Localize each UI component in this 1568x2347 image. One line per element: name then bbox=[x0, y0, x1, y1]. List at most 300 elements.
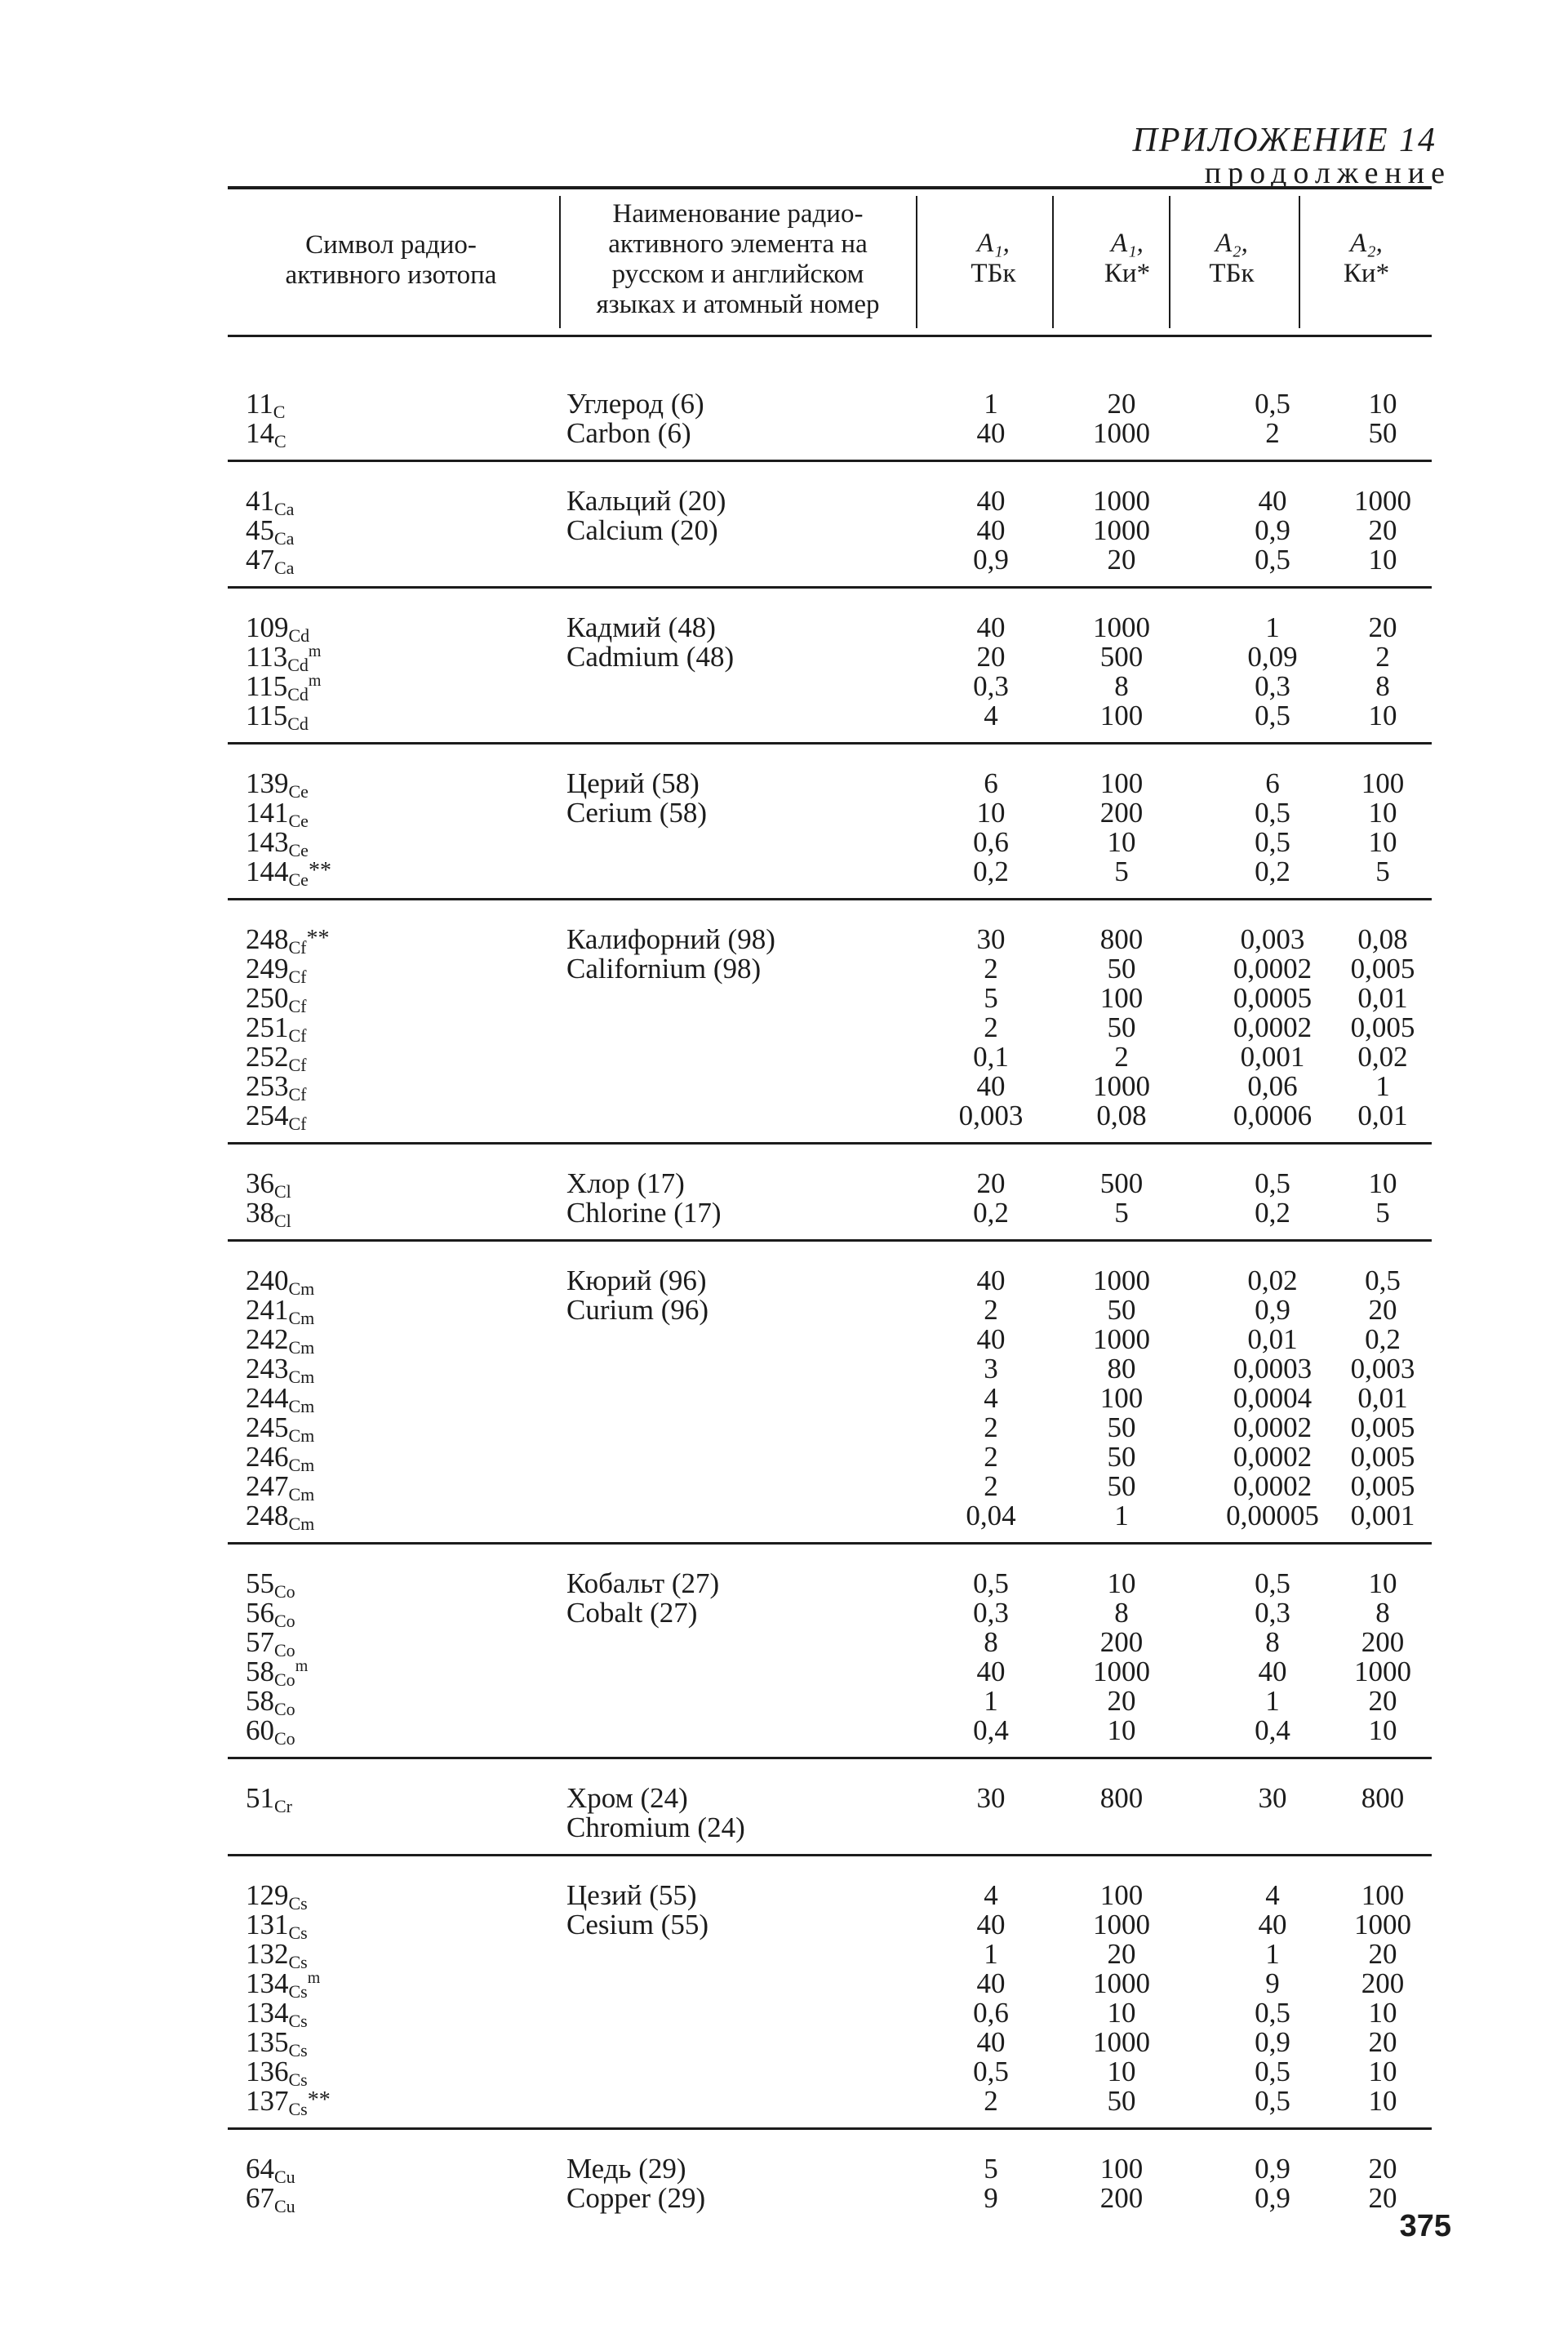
mass-number: 254 bbox=[246, 1100, 289, 1131]
table-row bbox=[228, 1813, 1432, 1842]
a1-ci-value: 1000 bbox=[1093, 1909, 1150, 1940]
a2-tbq-value: 30 bbox=[1258, 1782, 1287, 1814]
a2-tbq-value: 0,4 bbox=[1255, 1714, 1290, 1746]
element-symbol: Ce bbox=[288, 781, 309, 802]
a2-tbq-value: 0,0005 bbox=[1233, 982, 1313, 1014]
a1-ci-value: 100 bbox=[1099, 1382, 1144, 1414]
a1-ci-value: 1000 bbox=[1093, 1265, 1150, 1296]
a1-tbq-value: 0,2 bbox=[973, 856, 1009, 887]
a1-tbq-value: 0,3 bbox=[973, 1597, 1009, 1629]
a1-tbq-value: 5 bbox=[984, 982, 998, 1014]
table-row bbox=[228, 1323, 1432, 1358]
table-header: Символ радио- активного изотопа Наименование радио- активного элемента на русском и английском языках и атомный номер A₁, ТБк A₁, Ки* A₂, ТБк A₂, Ки* bbox=[228, 186, 1432, 337]
element-symbol: Cs bbox=[288, 2069, 308, 2090]
element-name-en: Curium (96) bbox=[566, 1294, 709, 1326]
element-group bbox=[228, 1856, 1432, 2130]
a2-ci-value: 10 bbox=[1368, 388, 1397, 420]
a1-ci-value: 200 bbox=[1099, 1626, 1144, 1658]
a2-tbq-value: 0,0002 bbox=[1233, 953, 1313, 985]
a1-tbq-value: 3 bbox=[984, 1353, 998, 1385]
mass-number: 11 bbox=[246, 388, 273, 420]
isotope-symbol bbox=[246, 1198, 291, 1231]
mass-number: 57 bbox=[246, 1626, 274, 1658]
mass-number: 249 bbox=[246, 953, 289, 985]
isotope-symbol bbox=[246, 1716, 295, 1749]
table-row bbox=[228, 2026, 1432, 2060]
mass-number: 248 bbox=[246, 923, 289, 955]
table-row bbox=[228, 544, 1432, 578]
a2-tbq-value: 0,5 bbox=[1255, 1997, 1290, 2029]
a2-ci-value: 1000 bbox=[1354, 485, 1411, 517]
element-name-ru: Кобальт (27) bbox=[566, 1567, 720, 1599]
a1-ci-value: 800 bbox=[1099, 1782, 1144, 1814]
a1-ci-value: 1000 bbox=[1093, 1656, 1150, 1687]
mass-number: 136 bbox=[246, 2056, 289, 2087]
table-row bbox=[228, 1782, 1432, 1816]
element-symbol: Cf bbox=[288, 1025, 307, 1046]
a1-ci-value: 100 bbox=[1099, 700, 1144, 731]
a1-ci-value: 50 bbox=[1107, 953, 1136, 985]
a1-ci-value: 5 bbox=[1114, 1197, 1129, 1229]
a1-ci-value: 20 bbox=[1107, 544, 1136, 576]
a2-ci-value: 10 bbox=[1368, 1714, 1397, 1746]
table-row bbox=[228, 1382, 1432, 1416]
a2-tbq-value: 0,3 bbox=[1255, 670, 1290, 702]
a1-tbq-value: 4 bbox=[984, 1879, 998, 1911]
a1-ci-value: 50 bbox=[1107, 1441, 1136, 1473]
a1-ci-value: 1000 bbox=[1093, 611, 1150, 643]
element-symbol: Cm bbox=[288, 1514, 315, 1534]
a2-ci-value: 5 bbox=[1375, 1197, 1390, 1229]
element-symbol: Cd bbox=[287, 684, 309, 705]
table-row bbox=[228, 2153, 1432, 2187]
a2-tbq-value: 0,003 bbox=[1240, 923, 1305, 955]
a2-ci-value: 50 bbox=[1368, 417, 1397, 449]
a1-tbq-value: 0,5 bbox=[973, 1567, 1009, 1599]
element-group bbox=[228, 1545, 1432, 1759]
a1-tbq-value: 2 bbox=[984, 1294, 998, 1326]
mass-number: 137 bbox=[246, 2085, 289, 2117]
mass-number: 64 bbox=[246, 2153, 274, 2185]
a2-tbq-value: 0,5 bbox=[1255, 388, 1290, 420]
a1-ci-value: 80 bbox=[1107, 1353, 1136, 1385]
a2-ci-value: 1000 bbox=[1354, 1656, 1411, 1687]
a2-ci-value: 0,5 bbox=[1365, 1265, 1401, 1296]
a1-tbq-value: 0,2 bbox=[973, 1197, 1009, 1229]
element-name-ru: Углерод (6) bbox=[566, 388, 704, 420]
a1-tbq-value: 0,6 bbox=[973, 1997, 1009, 2029]
table-row bbox=[228, 1441, 1432, 1475]
a2-tbq-value: 0,5 bbox=[1255, 1567, 1290, 1599]
mass-number: 253 bbox=[246, 1070, 289, 1102]
mass-number: 51 bbox=[246, 1782, 274, 1814]
a1-ci-value: 50 bbox=[1107, 1470, 1136, 1502]
a2-tbq-value: 0,9 bbox=[1255, 1294, 1290, 1326]
table-body bbox=[228, 365, 1432, 2225]
isotope-symbol bbox=[246, 2087, 331, 2119]
a2-tbq-value: 8 bbox=[1265, 1626, 1280, 1658]
table-row bbox=[228, 1294, 1432, 1328]
table-row bbox=[228, 982, 1432, 1016]
a2-ci-value: 10 bbox=[1368, 1997, 1397, 2029]
a2-ci-value: 8 bbox=[1375, 670, 1390, 702]
a1-ci-value: 1 bbox=[1114, 1500, 1129, 1531]
element-symbol: Co bbox=[274, 1699, 295, 1719]
a1-tbq-value: 40 bbox=[976, 2026, 1006, 2058]
element-symbol: Cm bbox=[288, 1367, 315, 1387]
header-divider bbox=[1299, 196, 1300, 328]
a1-tbq-value: 1 bbox=[984, 388, 998, 420]
a1-ci-value: 50 bbox=[1107, 1011, 1136, 1043]
a2-ci-value: 10 bbox=[1368, 2056, 1397, 2087]
a1-ci-value: 5 bbox=[1114, 856, 1129, 887]
element-name-en: Californium (98) bbox=[566, 953, 762, 985]
a2-ci-value: 0,08 bbox=[1357, 923, 1408, 955]
element-symbol: Cf bbox=[288, 937, 307, 958]
element-group bbox=[228, 1759, 1432, 1856]
a2-ci-value: 0,005 bbox=[1350, 953, 1415, 985]
element-symbol: Cr bbox=[274, 1796, 292, 1816]
a2-tbq-value: 40 bbox=[1258, 1909, 1287, 1940]
element-name-en: Calcium (20) bbox=[566, 514, 718, 546]
a2-ci-value: 0,005 bbox=[1350, 1470, 1415, 1502]
a2-tbq-value: 0,06 bbox=[1247, 1070, 1298, 1102]
mass-number: 113 bbox=[246, 641, 288, 673]
a2-tbq-value: 0,3 bbox=[1255, 1597, 1290, 1629]
a2-ci-value: 0,01 bbox=[1357, 1382, 1408, 1414]
mass-number: 252 bbox=[246, 1041, 289, 1073]
isotope-symbol bbox=[246, 545, 294, 578]
element-name-en: Carbon (6) bbox=[566, 417, 691, 449]
table-row bbox=[228, 700, 1432, 734]
element-symbol: Cm bbox=[288, 1455, 315, 1475]
element-name-en: Cobalt (27) bbox=[566, 1597, 698, 1629]
a2-ci-value: 10 bbox=[1368, 1167, 1397, 1199]
mass-number: 240 bbox=[246, 1265, 289, 1296]
element-group bbox=[228, 462, 1432, 589]
element-name-ru: Цезий (55) bbox=[566, 1879, 697, 1911]
element-group bbox=[228, 900, 1432, 1145]
mass-number: 132 bbox=[246, 1938, 289, 1970]
a1-tbq-value: 0,6 bbox=[973, 826, 1009, 858]
a1-ci-value: 10 bbox=[1107, 1714, 1136, 1746]
a1-tbq-value: 10 bbox=[976, 797, 1006, 829]
element-symbol: Cm bbox=[288, 1308, 315, 1328]
mass-number: 41 bbox=[246, 485, 274, 517]
isotope-symbol bbox=[246, 701, 309, 734]
a2-tbq-value: 0,5 bbox=[1255, 2056, 1290, 2087]
a1-ci-value: 800 bbox=[1099, 923, 1144, 955]
a1-tbq-value: 40 bbox=[976, 611, 1006, 643]
element-symbol: Cs bbox=[288, 1952, 308, 1972]
mass-number: 135 bbox=[246, 2026, 289, 2058]
table-row bbox=[228, 953, 1432, 987]
a2-tbq-value: 0,9 bbox=[1255, 2153, 1290, 2185]
a1-tbq-value: 2 bbox=[984, 953, 998, 985]
a2-tbq-value: 6 bbox=[1265, 767, 1280, 799]
element-name-ru: Медь (29) bbox=[566, 2153, 686, 2185]
a2-tbq-value: 0,5 bbox=[1255, 544, 1290, 576]
mass-number: 141 bbox=[246, 797, 289, 829]
a2-tbq-value: 1 bbox=[1265, 611, 1280, 643]
a2-ci-value: 200 bbox=[1361, 1967, 1405, 1999]
element-symbol: Cs bbox=[288, 1922, 308, 1943]
a2-ci-value: 0,001 bbox=[1350, 1500, 1415, 1531]
mass-number: 109 bbox=[246, 611, 289, 643]
a2-ci-value: 20 bbox=[1368, 1685, 1397, 1717]
element-name-en: Cadmium (48) bbox=[566, 641, 735, 673]
mass-number: 143 bbox=[246, 826, 289, 858]
a2-tbq-value: 0,2 bbox=[1255, 856, 1290, 887]
page-number: 375 bbox=[1399, 2209, 1451, 2243]
mass-number: 58 bbox=[246, 1656, 274, 1687]
element-group bbox=[228, 1145, 1432, 1242]
mass-number: 134 bbox=[246, 1997, 289, 2029]
table-row bbox=[228, 611, 1432, 646]
element-symbol: Cs bbox=[288, 1893, 308, 1914]
a2-ci-value: 0,005 bbox=[1350, 1441, 1415, 1473]
element-group bbox=[228, 2130, 1432, 2225]
a1-tbq-value: 4 bbox=[984, 700, 998, 731]
a1-ci-value: 50 bbox=[1107, 2085, 1136, 2117]
element-symbol: Cs bbox=[288, 2011, 308, 2031]
a2-tbq-value: 0,00005 bbox=[1226, 1500, 1319, 1531]
a1-tbq-value: 8 bbox=[984, 1626, 998, 1658]
element-group bbox=[228, 1242, 1432, 1545]
table-row bbox=[228, 767, 1432, 802]
table-row bbox=[228, 641, 1432, 675]
a2-tbq-value: 0,9 bbox=[1255, 2026, 1290, 2058]
element-group bbox=[228, 589, 1432, 745]
element-symbol: Co bbox=[274, 1581, 295, 1602]
a1-tbq-value: 0,4 bbox=[973, 1714, 1009, 1746]
table-row bbox=[228, 1997, 1432, 2031]
footnote-mark: ** bbox=[307, 2087, 331, 2113]
a1-ci-value: 8 bbox=[1114, 1597, 1129, 1629]
appendix-title: ПРИЛОЖЕНИЕ 14 bbox=[1132, 122, 1437, 159]
a1-tbq-value: 0,5 bbox=[973, 2056, 1009, 2087]
mass-number: 38 bbox=[246, 1197, 274, 1229]
table-row bbox=[228, 1011, 1432, 1046]
element-symbol: Cl bbox=[274, 1211, 291, 1231]
table-row bbox=[228, 1879, 1432, 1914]
a2-tbq-value: 0,02 bbox=[1247, 1265, 1298, 1296]
table-row bbox=[228, 1967, 1432, 2002]
a2-ci-value: 20 bbox=[1368, 514, 1397, 546]
element-name-ru: Церий (58) bbox=[566, 767, 700, 799]
table-row bbox=[228, 388, 1432, 422]
a1-tbq-value: 2 bbox=[984, 1441, 998, 1473]
a2-ci-value: 0,005 bbox=[1350, 1411, 1415, 1443]
mass-number: 56 bbox=[246, 1597, 274, 1629]
a1-ci-value: 50 bbox=[1107, 1294, 1136, 1326]
a1-ci-value: 1000 bbox=[1093, 1323, 1150, 1355]
mass-number: 247 bbox=[246, 1470, 289, 1502]
table-row bbox=[228, 1938, 1432, 1972]
a1-tbq-value: 40 bbox=[976, 485, 1006, 517]
a2-ci-value: 10 bbox=[1368, 797, 1397, 829]
a2-tbq-value: 0,09 bbox=[1247, 641, 1298, 673]
a2-tbq-value: 1 bbox=[1265, 1685, 1280, 1717]
a2-ci-value: 100 bbox=[1361, 1879, 1405, 1911]
element-name-en: Cerium (58) bbox=[566, 797, 708, 829]
a1-tbq-value: 40 bbox=[976, 1265, 1006, 1296]
element-symbol: Cl bbox=[274, 1181, 291, 1202]
a1-tbq-value: 2 bbox=[984, 1411, 998, 1443]
table-row bbox=[228, 1685, 1432, 1719]
table-row bbox=[228, 856, 1432, 890]
a2-ci-value: 20 bbox=[1368, 1938, 1397, 1970]
element-name-ru: Хром (24) bbox=[566, 1782, 688, 1814]
a1-ci-value: 500 bbox=[1099, 1167, 1144, 1199]
mass-number: 67 bbox=[246, 2182, 274, 2214]
mass-number: 246 bbox=[246, 1441, 289, 1473]
a1-tbq-value: 40 bbox=[976, 1909, 1006, 1940]
a1-tbq-value: 1 bbox=[984, 1685, 998, 1717]
a1-tbq-value: 40 bbox=[976, 1323, 1006, 1355]
element-symbol: C bbox=[273, 402, 286, 422]
a2-ci-value: 20 bbox=[1368, 1294, 1397, 1326]
a1-ci-value: 200 bbox=[1099, 2182, 1144, 2214]
a2-tbq-value: 0,0002 bbox=[1233, 1470, 1313, 1502]
metastable-mark: m bbox=[295, 1657, 309, 1675]
mass-number: 242 bbox=[246, 1323, 289, 1355]
element-symbol: Co bbox=[274, 1640, 295, 1660]
a1-tbq-value: 0,04 bbox=[966, 1500, 1016, 1531]
a1-tbq-value: 2 bbox=[984, 1011, 998, 1043]
a2-tbq-value: 0,001 bbox=[1240, 1041, 1305, 1073]
a2-tbq-value: 0,01 bbox=[1247, 1323, 1298, 1355]
a1-tbq-value: 5 bbox=[984, 2153, 998, 2185]
a2-ci-value: 1000 bbox=[1354, 1909, 1411, 1940]
isotope-symbol bbox=[246, 1784, 292, 1816]
a2-ci-value: 1 bbox=[1375, 1070, 1390, 1102]
a1-tbq-value: 9 bbox=[984, 2182, 998, 2214]
a1-ci-value: 10 bbox=[1107, 2056, 1136, 2087]
mass-number: 58 bbox=[246, 1685, 274, 1717]
mass-number: 115 bbox=[246, 670, 288, 702]
table-row bbox=[228, 1041, 1432, 1075]
a1-tbq-value: 0,1 bbox=[973, 1041, 1009, 1073]
element-symbol: Cu bbox=[274, 2167, 295, 2187]
header-divider bbox=[916, 196, 917, 328]
a1-ci-value: 100 bbox=[1099, 2153, 1144, 2185]
mass-number: 60 bbox=[246, 1714, 274, 1746]
a2-ci-value: 10 bbox=[1368, 544, 1397, 576]
a1-tbq-value: 0,003 bbox=[958, 1100, 1024, 1131]
element-symbol: Cs bbox=[288, 1981, 308, 2002]
mass-number: 244 bbox=[246, 1382, 289, 1414]
a2-ci-value: 0,01 bbox=[1357, 982, 1408, 1014]
table-row bbox=[228, 1197, 1432, 1231]
element-symbol: Cd bbox=[287, 655, 309, 675]
table-row bbox=[228, 1353, 1432, 1387]
element-group bbox=[228, 745, 1432, 900]
a2-ci-value: 2 bbox=[1375, 641, 1390, 673]
a1-ci-value: 0,08 bbox=[1096, 1100, 1147, 1131]
a2-tbq-value: 9 bbox=[1265, 1967, 1280, 1999]
continuation-label: продолжение bbox=[1204, 156, 1451, 190]
table-row bbox=[228, 1070, 1432, 1105]
element-symbol: Cm bbox=[288, 1425, 315, 1446]
element-symbol: Cm bbox=[288, 1484, 315, 1505]
a2-ci-value: 0,005 bbox=[1350, 1011, 1415, 1043]
a2-ci-value: 0,003 bbox=[1350, 1353, 1415, 1385]
isotope-table bbox=[228, 186, 1432, 2225]
a2-tbq-value: 0,2 bbox=[1255, 1197, 1290, 1229]
mass-number: 55 bbox=[246, 1567, 274, 1599]
a2-ci-value: 800 bbox=[1361, 1782, 1405, 1814]
table-row bbox=[228, 417, 1432, 451]
element-symbol: Cu bbox=[274, 2196, 295, 2216]
a2-ci-value: 8 bbox=[1375, 1597, 1390, 1629]
element-symbol: Co bbox=[274, 1669, 295, 1690]
element-symbol: C bbox=[274, 431, 287, 451]
a2-ci-value: 0,02 bbox=[1357, 1041, 1408, 1073]
element-symbol: Cs bbox=[288, 2099, 308, 2119]
a2-ci-value: 100 bbox=[1361, 767, 1405, 799]
a2-tbq-value: 0,0004 bbox=[1233, 1382, 1313, 1414]
mass-number: 144 bbox=[246, 856, 289, 887]
element-symbol: Cf bbox=[288, 1055, 307, 1075]
table-row bbox=[228, 1411, 1432, 1446]
element-symbol: Cf bbox=[288, 996, 307, 1016]
element-symbol: Cf bbox=[288, 1113, 307, 1134]
a1-tbq-value: 2 bbox=[984, 2085, 998, 2117]
element-symbol: Ce bbox=[288, 840, 309, 860]
element-symbol: Ca bbox=[274, 558, 295, 578]
a2-tbq-value: 4 bbox=[1265, 1879, 1280, 1911]
a1-ci-value: 1000 bbox=[1093, 514, 1150, 546]
a1-ci-value: 100 bbox=[1099, 767, 1144, 799]
a2-tbq-value: 0,5 bbox=[1255, 1167, 1290, 1199]
a2-ci-value: 10 bbox=[1368, 1567, 1397, 1599]
a1-ci-value: 10 bbox=[1107, 826, 1136, 858]
table-row bbox=[228, 826, 1432, 860]
element-symbol: Ca bbox=[274, 528, 295, 549]
a1-ci-value: 10 bbox=[1107, 1997, 1136, 2029]
a1-tbq-value: 2 bbox=[984, 1470, 998, 1502]
a1-ci-value: 2 bbox=[1114, 1041, 1129, 1073]
a1-tbq-value: 4 bbox=[984, 1382, 998, 1414]
a1-tbq-value: 20 bbox=[976, 1167, 1006, 1199]
header-divider bbox=[559, 196, 561, 328]
mass-number: 115 bbox=[246, 700, 288, 731]
a2-ci-value: 10 bbox=[1368, 700, 1397, 731]
metastable-mark: m bbox=[308, 672, 322, 690]
metastable-mark: m bbox=[307, 1969, 321, 1987]
a1-ci-value: 1000 bbox=[1093, 485, 1150, 517]
element-symbol: Ca bbox=[274, 499, 295, 519]
element-name-en: Copper (29) bbox=[566, 2182, 706, 2214]
a1-ci-value: 100 bbox=[1099, 982, 1144, 1014]
a1-ci-value: 50 bbox=[1107, 1411, 1136, 1443]
mass-number: 131 bbox=[246, 1909, 289, 1940]
a2-ci-value: 20 bbox=[1368, 611, 1397, 643]
a1-ci-value: 10 bbox=[1107, 1567, 1136, 1599]
element-name-ru: Кадмий (48) bbox=[566, 611, 716, 643]
element-symbol: Cm bbox=[288, 1396, 315, 1416]
a2-tbq-value: 40 bbox=[1258, 485, 1287, 517]
metastable-mark: m bbox=[308, 642, 322, 660]
a2-tbq-value: 0,0003 bbox=[1233, 1353, 1313, 1385]
table-row bbox=[228, 1167, 1432, 1202]
mass-number: 47 bbox=[246, 544, 274, 576]
footnote-mark: ** bbox=[308, 858, 331, 883]
a1-ci-value: 1000 bbox=[1093, 1967, 1150, 1999]
mass-number: 129 bbox=[246, 1879, 289, 1911]
a1-tbq-value: 40 bbox=[976, 1967, 1006, 1999]
